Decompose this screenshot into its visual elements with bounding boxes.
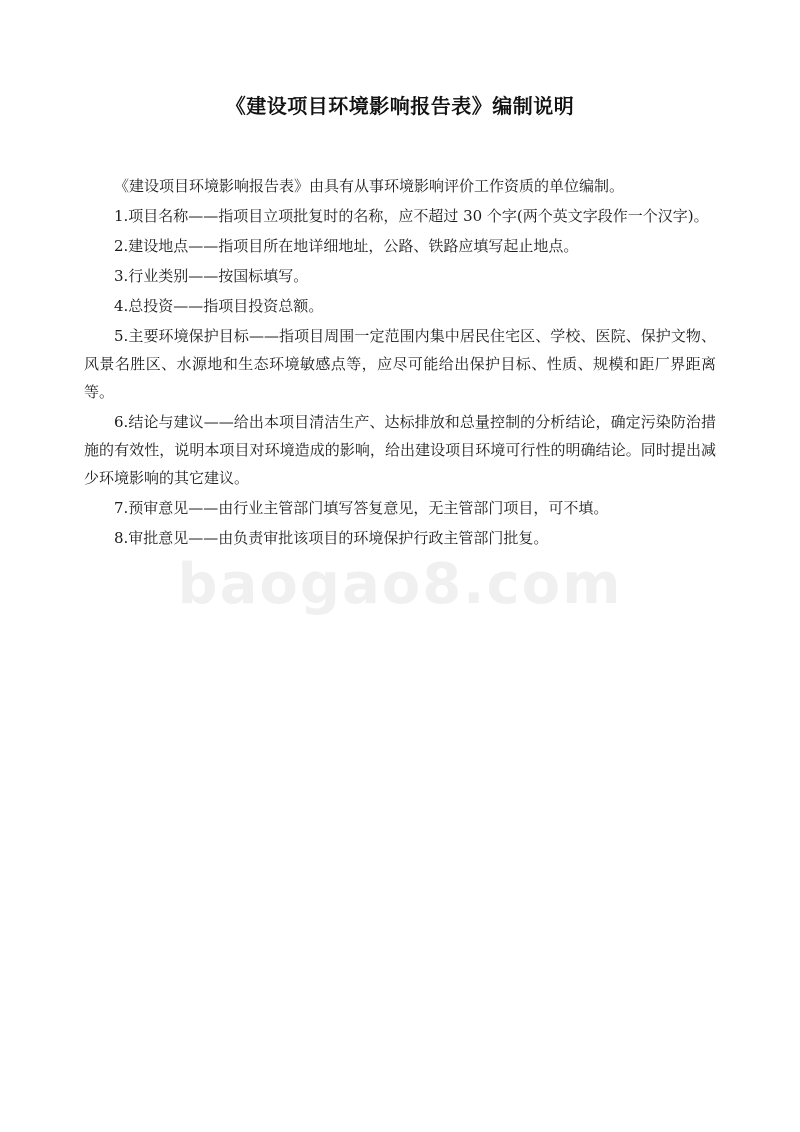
item-conclusions: 6.结论与建议——给出本项目清洁生产、达标排放和总量控制的分析结论，确定污染防治措施的有效性，说明本项目对环境造成的影响，给出建设项目环境可行性的明确结论。同时提出减少环境影响的其它建议。 bbox=[84, 413, 716, 487]
intro-paragraph: 《建设项目环境影响报告表》由具有从事环境影响评价工作资质的单位编制。 bbox=[114, 177, 625, 195]
item-pre-review-opinion: 7.预审意见——由行业主管部门填写答复意见，无主管部门项目，可不填。 bbox=[114, 499, 609, 517]
item-protection-targets: 5.主要环境保护目标——指项目周围一定范围内集中居民住宅区、学校、医院、保护文物、风景名胜区、水源地和生态环境敏感点等，应尽可能给出保护目标、性质、规模和距厂界距离等。 bbox=[84, 327, 716, 401]
item-approval-opinion: 8.审批意见——由负责审批该项目的环境保护行政主管部门批复。 bbox=[114, 529, 549, 547]
item-project-name: 1.项目名称——指项目立项批复时的名称，应不超过 30 个字(两个英文字段作一个汉字)。 bbox=[114, 207, 709, 225]
item-industry-category: 3.行业类别——按国标填写。 bbox=[114, 267, 309, 285]
watermark: baogao8.com bbox=[177, 552, 623, 617]
item-construction-site: 2.建设地点——指项目所在地详细地址，公路、铁路应填写起止地点。 bbox=[114, 237, 579, 255]
document-body bbox=[84, 172, 716, 554]
document-title: 《建设项目环境影响报告表》编制说明 bbox=[225, 94, 575, 118]
item-total-investment: 4.总投资——指项目投资总额。 bbox=[114, 297, 324, 315]
